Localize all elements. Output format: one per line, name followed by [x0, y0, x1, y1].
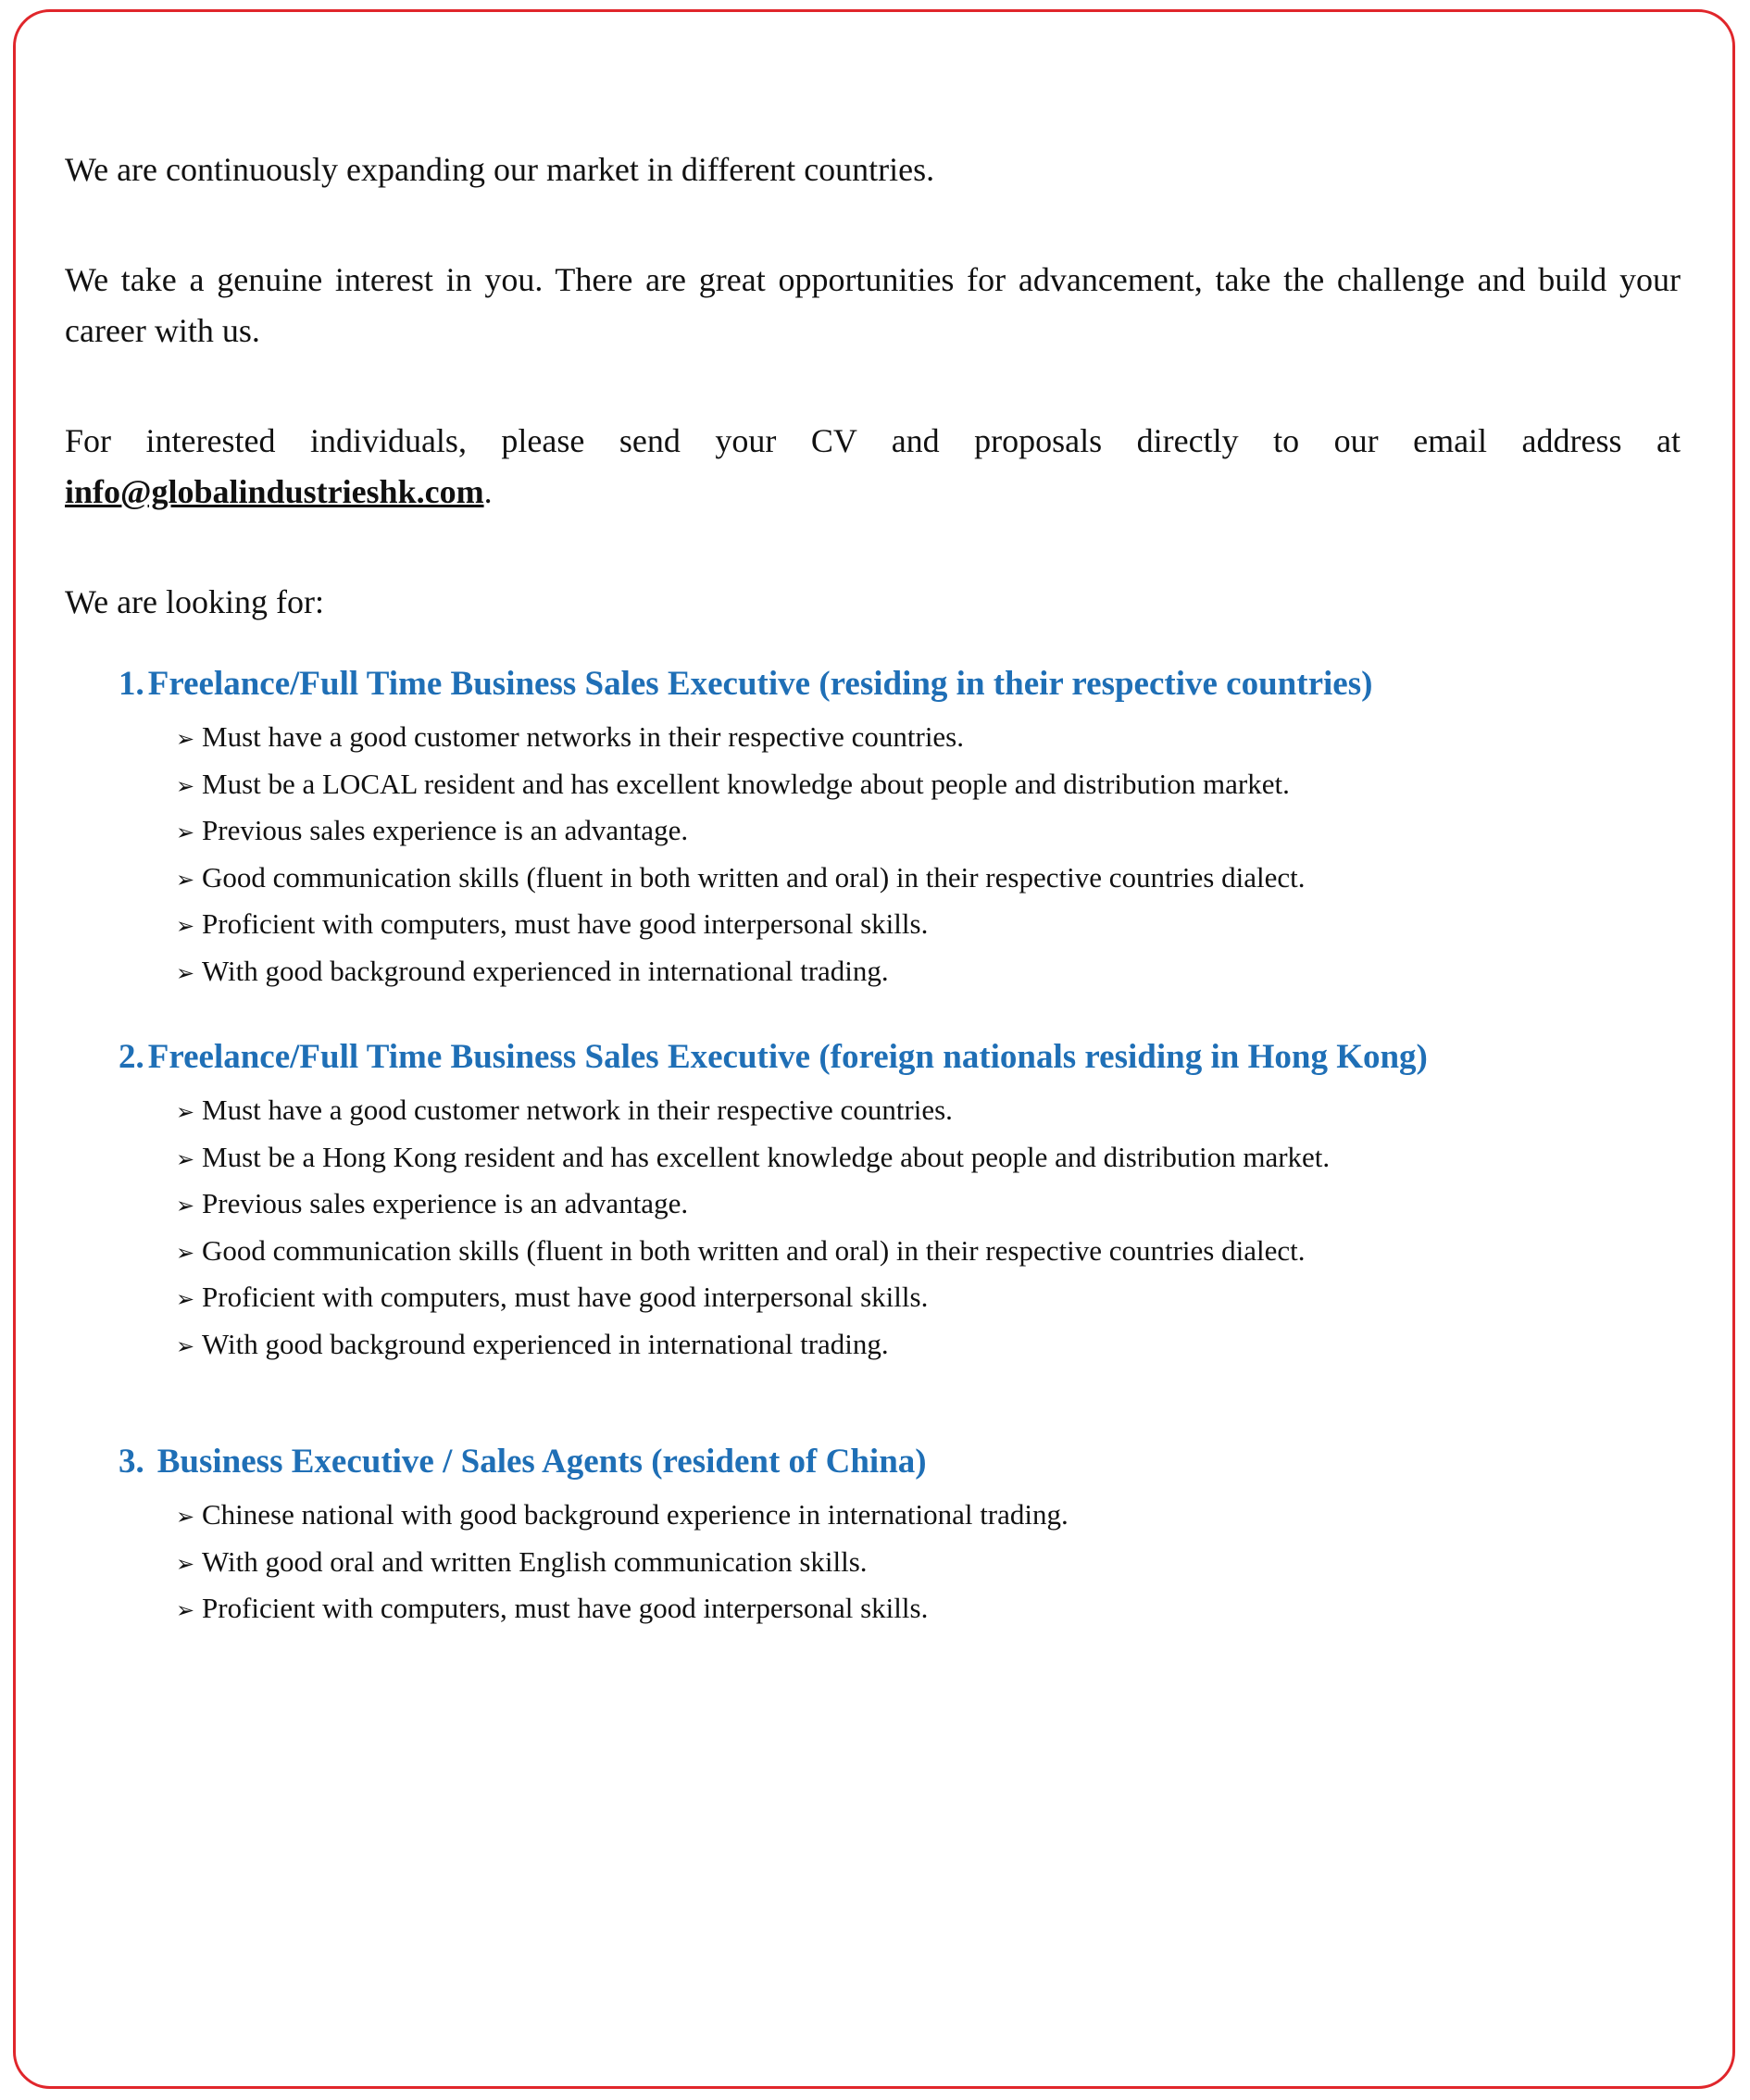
intro-paragraph-2: We take a genuine interest in you. There are great opportunities for advancement, take the challenge and build your career with us.: [65, 261, 1681, 349]
job-section-3: [119, 1439, 1681, 1633]
requirement-text: Good communication skills (fluent in both written and oral) in their respective countries dialect.: [202, 1233, 1306, 1267]
requirement-text: Must have a good customer networks in their respective countries.: [202, 720, 964, 753]
email-link[interactable]: info@globalindustrieshk.com: [65, 473, 484, 510]
list-item: [176, 1586, 1681, 1633]
requirement-text: Previous sales experience is an advantage.: [202, 814, 689, 846]
list-item: [176, 856, 1681, 903]
arrowhead-bullet-icon: ➢: [176, 772, 195, 799]
requirement-text: With good background experienced in international trading.: [202, 1327, 889, 1360]
job-title-1-text: Freelance/Full Time Business Sales Executive (residing in their respective countries): [147, 665, 1373, 703]
requirement-text: Proficient with computers, must have good interpersonal skills.: [202, 1592, 929, 1624]
intro-paragraph-3: [65, 416, 1681, 518]
list-item: [176, 1322, 1681, 1369]
intro-paragraph-3-end: .: [483, 473, 493, 510]
arrowhead-bullet-icon: ➢: [176, 1239, 195, 1266]
requirement-text: With good oral and written English communication skills.: [202, 1544, 868, 1578]
looking-for-label: We are looking for:: [65, 583, 325, 620]
job-number-1: 1.: [119, 665, 144, 703]
arrowhead-bullet-icon: ➢: [176, 1504, 195, 1530]
document-body: [65, 144, 1681, 1633]
arrowhead-bullet-icon: ➢: [176, 1550, 195, 1577]
arrowhead-bullet-icon: ➢: [176, 1332, 195, 1359]
requirement-text: Must be a LOCAL resident and has excellent knowledge about people and distribution market.: [202, 767, 1290, 800]
job-title-1: [119, 661, 1681, 707]
arrowhead-bullet-icon: ➢: [176, 959, 195, 986]
job-requirements-3: [119, 1493, 1681, 1633]
arrowhead-bullet-icon: ➢: [176, 1193, 195, 1219]
list-item: [176, 1181, 1681, 1229]
intro-paragraph-1: We are continuously expanding our market in different countries.: [65, 151, 935, 188]
job-section-2: [119, 1034, 1681, 1369]
list-item: [176, 949, 1681, 996]
intro-paragraph-3-text: For interested individuals, please send your CV and proposals directly to our email address at: [65, 422, 1681, 459]
requirement-text: Previous sales experience is an advantage.: [202, 1187, 689, 1219]
arrowhead-bullet-icon: ➢: [176, 1099, 195, 1125]
arrowhead-bullet-icon: ➢: [176, 913, 195, 939]
arrowhead-bullet-icon: ➢: [176, 1286, 195, 1312]
list-item: [176, 762, 1681, 809]
requirement-text: Chinese national with good background experience in international trading.: [202, 1498, 1069, 1531]
arrowhead-bullet-icon: ➢: [176, 726, 195, 752]
job-section-1: [119, 661, 1681, 995]
list-item: [176, 1229, 1681, 1276]
list-item: [176, 1088, 1681, 1135]
list-item: [176, 1540, 1681, 1587]
arrowhead-bullet-icon: ➢: [176, 866, 195, 893]
requirement-text: Proficient with computers, must have good interpersonal skills.: [202, 907, 929, 940]
list-item: [176, 1493, 1681, 1540]
job-number-2: 2.: [119, 1038, 144, 1076]
list-item: [176, 902, 1681, 949]
list-item: [176, 1275, 1681, 1322]
job-title-2: [119, 1034, 1681, 1081]
list-item: [176, 1135, 1681, 1182]
job-requirements-2: [119, 1088, 1681, 1369]
job-number-3: 3.: [119, 1443, 144, 1481]
requirement-text: Must have a good customer network in their respective countries.: [202, 1094, 953, 1126]
job-title-2-text: Freelance/Full Time Business Sales Executive (foreign nationals residing in Hong Kong): [147, 1038, 1428, 1076]
list-item: [176, 715, 1681, 762]
job-title-3-text: Business Executive / Sales Agents (resident of China): [156, 1443, 927, 1481]
job-requirements-1: [119, 715, 1681, 995]
list-item: [176, 808, 1681, 856]
requirement-text: Good communication skills (fluent in both written and oral) in their respective countries dialect.: [202, 860, 1306, 894]
requirement-text: Must be a Hong Kong resident and has excellent knowledge about people and distribution market.: [202, 1140, 1331, 1173]
requirement-text: Proficient with computers, must have good interpersonal skills.: [202, 1281, 929, 1313]
arrowhead-bullet-icon: ➢: [176, 819, 195, 845]
requirement-text: With good background experienced in international trading.: [202, 954, 889, 987]
job-title-3: [119, 1439, 1681, 1485]
arrowhead-bullet-icon: ➢: [176, 1145, 195, 1172]
arrowhead-bullet-icon: ➢: [176, 1597, 195, 1623]
